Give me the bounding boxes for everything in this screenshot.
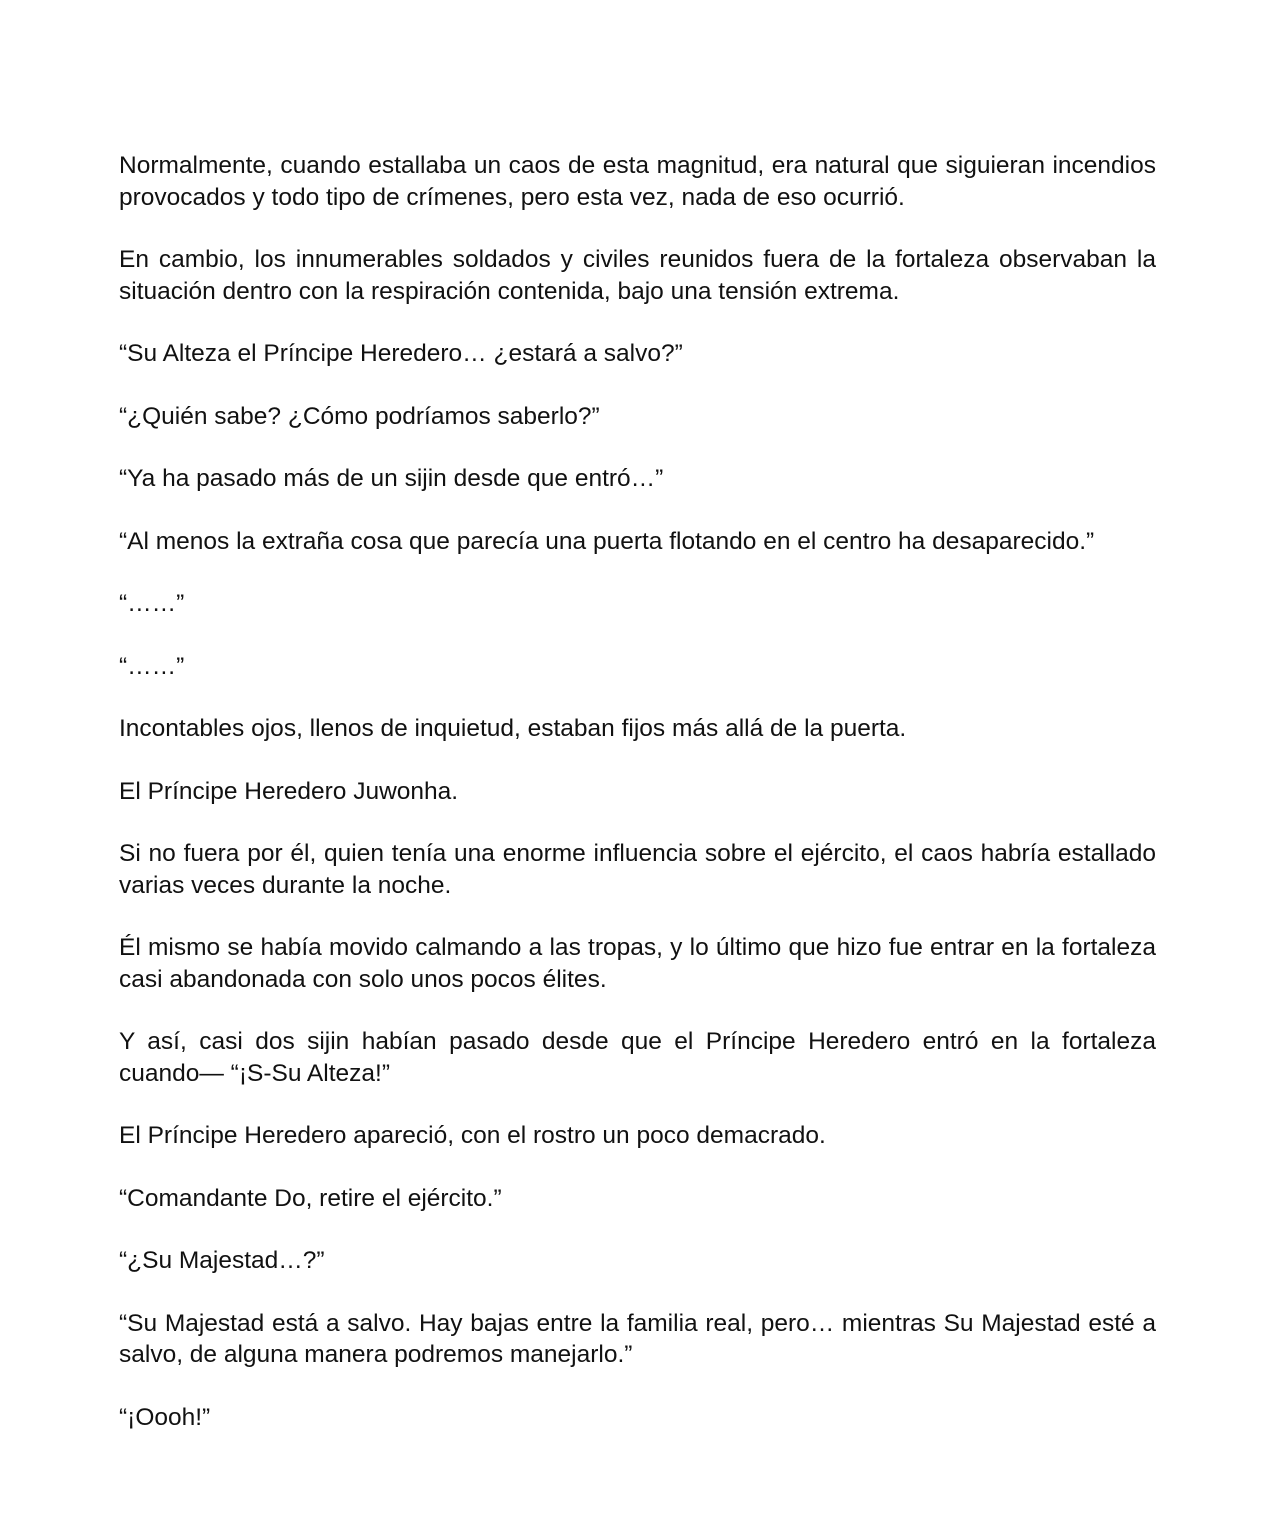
paragraph: El Príncipe Heredero Juwonha. xyxy=(119,777,459,805)
dialogue-line: “Su Alteza el Príncipe Heredero… ¿estará a salvo?” xyxy=(119,340,683,367)
dialogue-line: “……” xyxy=(119,652,185,680)
paragraph: Si no fuera por él, quien tenía una enorme influencia sobre el ejército, el caos habría estallado varias veces durante la noche. xyxy=(119,840,1156,899)
dialogue-line: “¡Oooh!” xyxy=(119,1403,211,1431)
dialogue-line: “Al menos la extraña cosa que parecía una puerta flotando en el centro ha desaparecido.” xyxy=(119,527,1095,555)
dialogue-line: “Ya ha pasado más de un sijin desde que entró…” xyxy=(119,465,664,492)
paragraph: Y así, casi dos sijin habían pasado desde que el Príncipe Heredero entró en la fortaleza cuando— “¡S-Su Alteza!” xyxy=(119,1028,1156,1087)
paragraph: Él mismo se había movido calmando a las tropas, y lo último que hizo fue entrar en la fortaleza casi abandonada con solo unos pocos élites. xyxy=(119,934,1156,993)
paragraph: Incontables ojos, llenos de inquietud, estaban fijos más allá de la puerta. xyxy=(119,715,907,742)
paragraph: En cambio, los innumerables soldados y civiles reunidos fuera de la fortaleza observaban la situación dentro con la respiración contenida, bajo una tensión extrema. xyxy=(119,246,1156,305)
paragraph: Normalmente, cuando estallaba un caos de esta magnitud, era natural que siguieran incendios provocados y todo tipo de crímenes, pero esta vez, nada de eso ocurrió. xyxy=(119,152,1156,211)
document-page xyxy=(119,150,1156,1464)
dialogue-line: “Comandante Do, retire el ejército.” xyxy=(119,1184,502,1212)
paragraph: El Príncipe Heredero apareció, con el rostro un poco demacrado. xyxy=(119,1122,826,1149)
dialogue-line: “……” xyxy=(119,590,185,617)
dialogue-line: “¿Su Majestad…?” xyxy=(119,1247,325,1274)
dialogue-line: “Su Majestad está a salvo. Hay bajas entre la familia real, pero… mientras Su Majestad esté a salvo, de alguna manera podremos manejarlo.” xyxy=(119,1309,1156,1368)
dialogue-line: “¿Quién sabe? ¿Cómo podríamos saberlo?” xyxy=(119,402,600,430)
